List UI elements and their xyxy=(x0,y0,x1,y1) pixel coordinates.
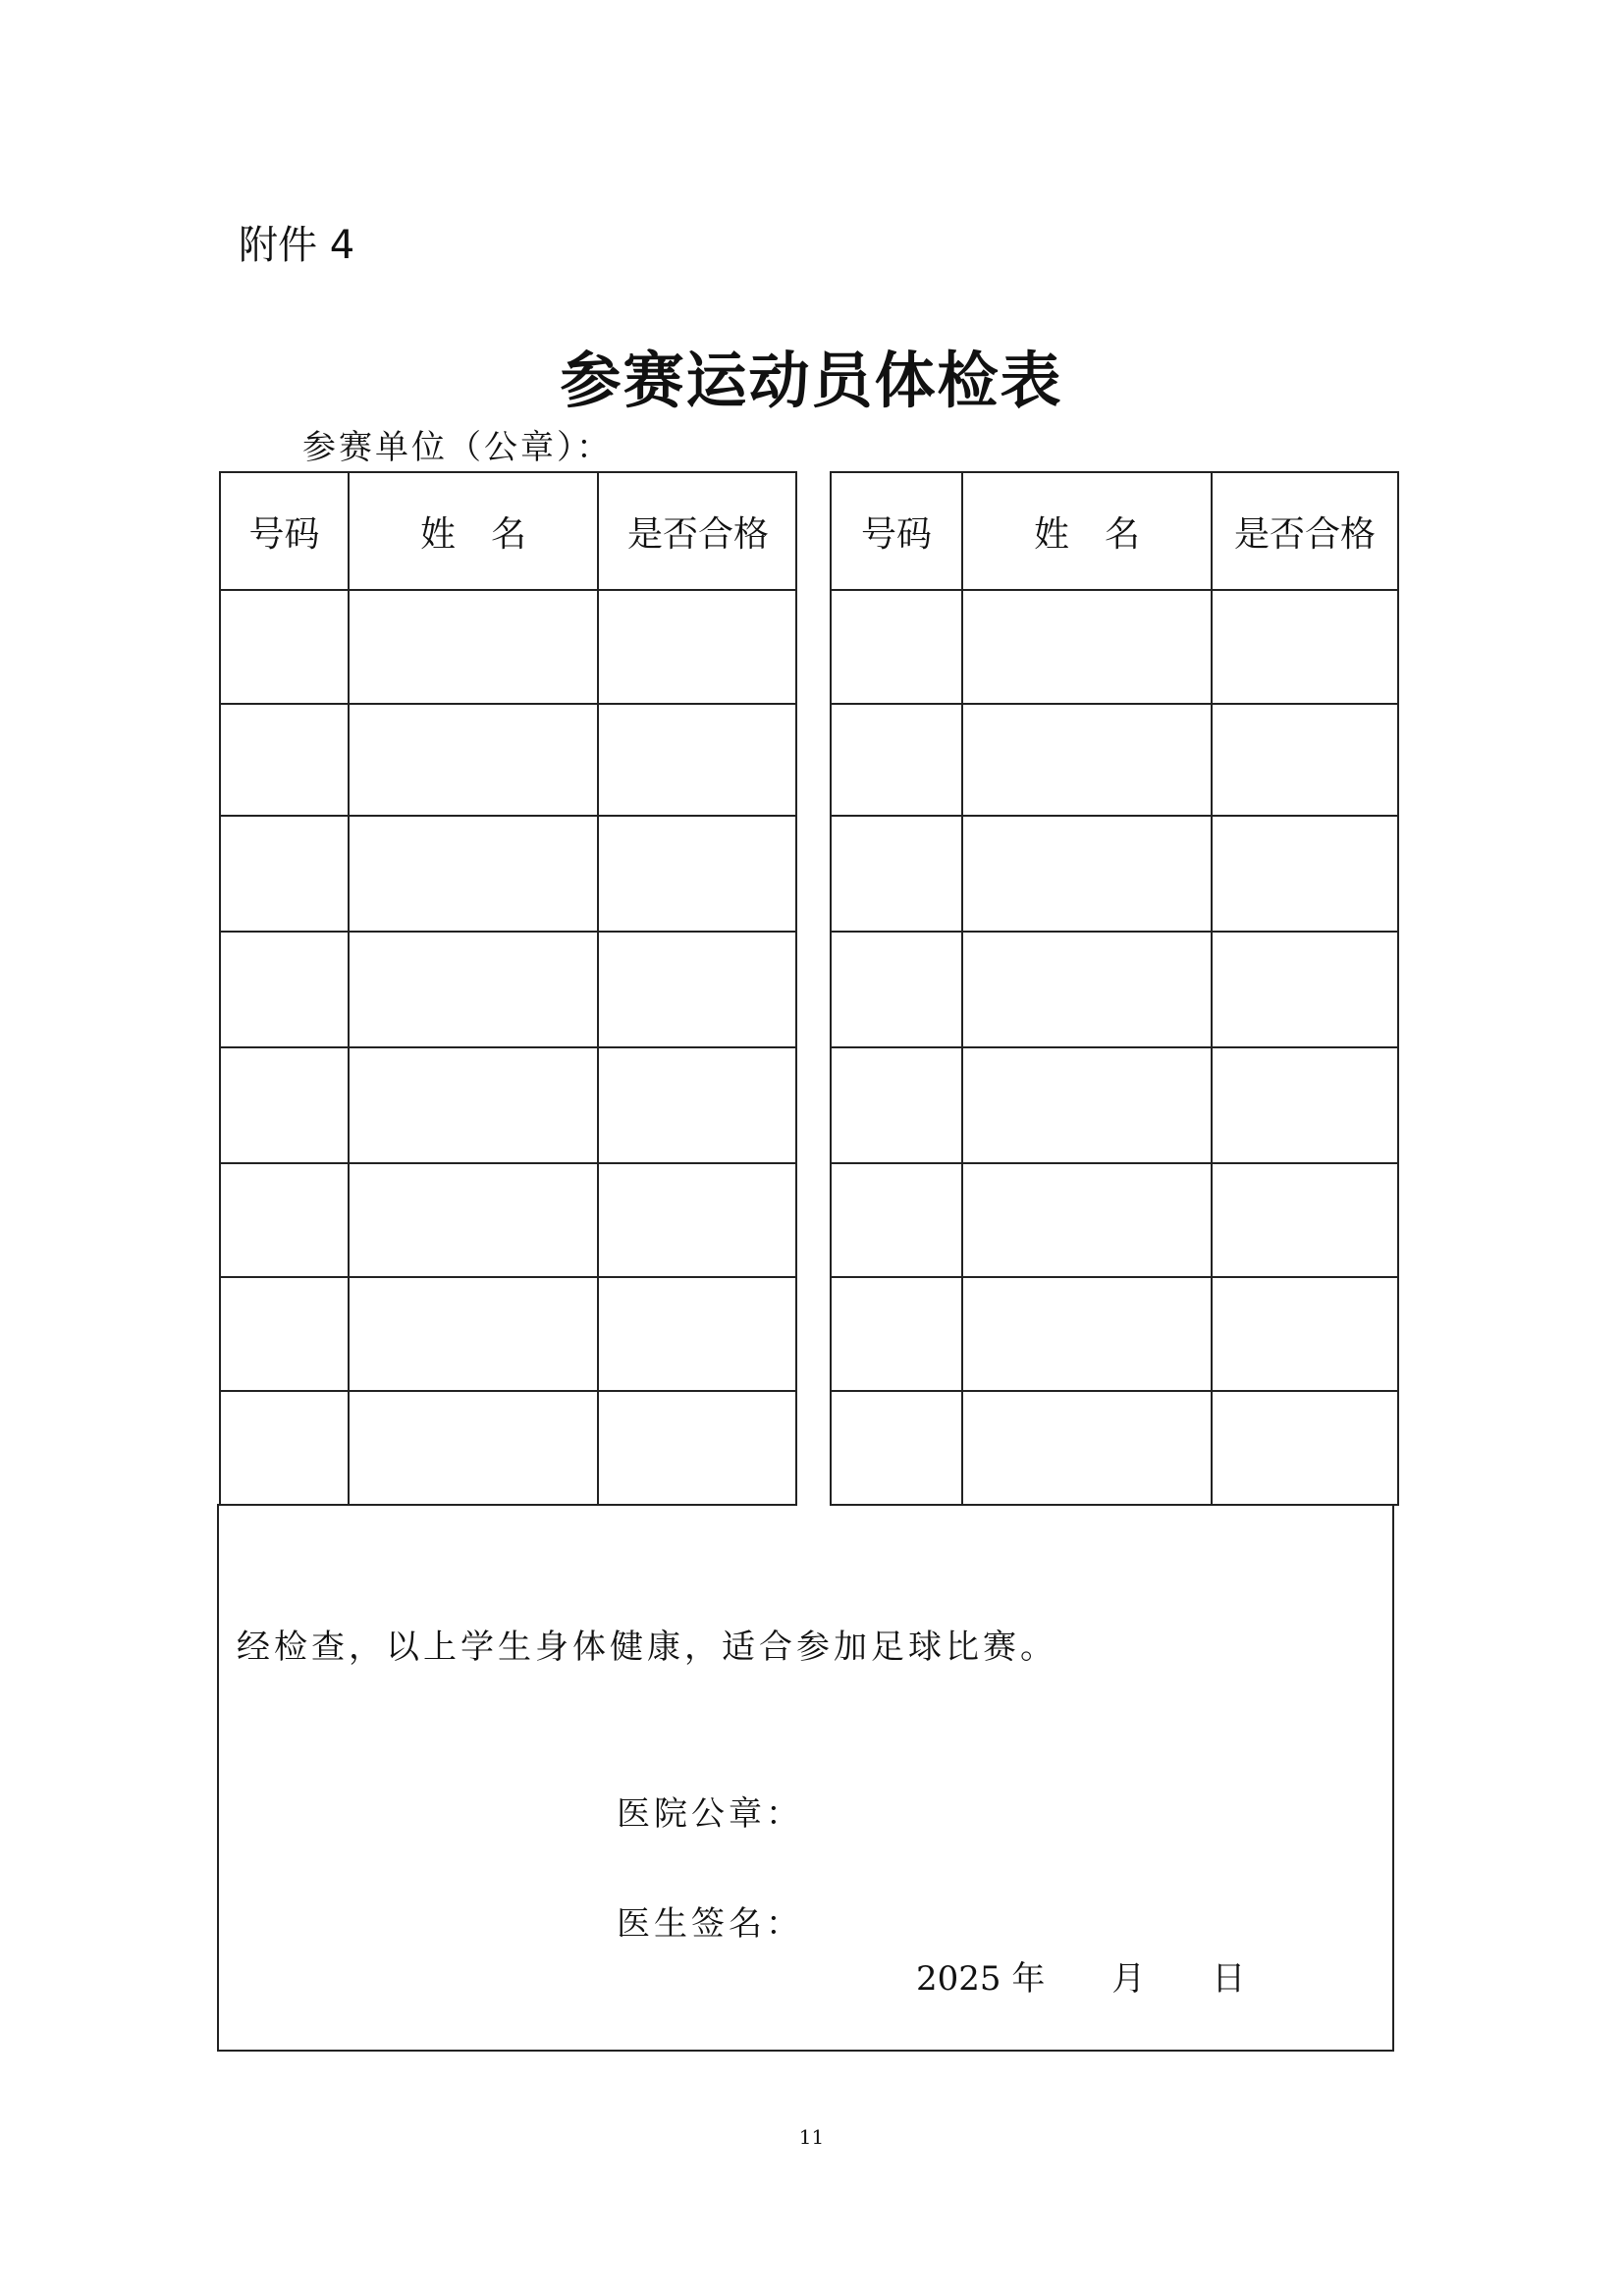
table-row xyxy=(832,1390,1397,1392)
header-qualified: 是否合格 xyxy=(1233,513,1376,555)
table-row xyxy=(221,931,795,933)
table-row xyxy=(221,1162,795,1164)
table-row xyxy=(832,703,1397,705)
header-qualified: 是否合格 xyxy=(626,513,769,555)
roster-table-left xyxy=(219,471,797,1506)
table-row xyxy=(832,1046,1397,1048)
header-name: 姓 名 xyxy=(419,513,526,555)
table-row xyxy=(832,1276,1397,1278)
attachment-label: 附件 4 xyxy=(239,223,355,268)
column-divider xyxy=(1211,473,1213,1504)
doctor-signature-label: 医生签名： xyxy=(617,1904,803,1944)
table-row xyxy=(221,1046,795,1048)
header-name: 姓 名 xyxy=(1033,513,1140,555)
table-row xyxy=(832,1162,1397,1164)
table-row xyxy=(221,589,795,591)
column-divider xyxy=(961,473,963,1504)
hospital-seal-label: 医院公章： xyxy=(617,1794,803,1834)
header-number: 号码 xyxy=(248,513,320,555)
table-row xyxy=(221,1390,795,1392)
column-divider xyxy=(597,473,599,1504)
page-number: 11 xyxy=(798,2125,825,2149)
table-row xyxy=(221,1276,795,1278)
participating-unit-label: 参赛单位（公章）： xyxy=(302,428,613,467)
table-row xyxy=(832,589,1397,591)
header-number: 号码 xyxy=(860,513,932,555)
table-row xyxy=(832,815,1397,817)
table-row xyxy=(221,815,795,817)
date-line: 2025 年 月 日 xyxy=(916,1959,1246,1999)
form-title: 参赛运动员体检表 xyxy=(560,345,1063,416)
table-row xyxy=(221,703,795,705)
table-row xyxy=(832,931,1397,933)
column-divider xyxy=(348,473,350,1504)
roster-table-right xyxy=(830,471,1399,1506)
certification-statement: 经检查，以上学生身体健康，适合参加足球比赛。 xyxy=(237,1628,1057,1667)
